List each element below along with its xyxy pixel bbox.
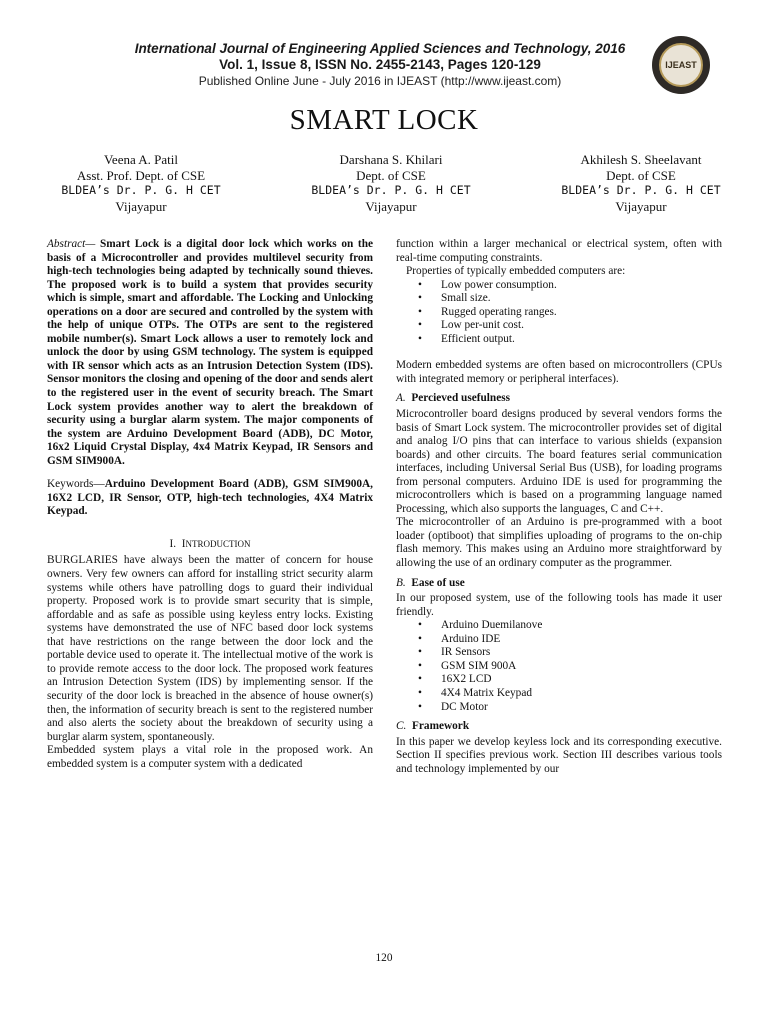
- author-name: Veena A. Patil: [103, 152, 178, 167]
- intro-paragraph-2: Embedded system plays a vital role in the proposed work. An embedded system is a computer system with a dedicated: [47, 744, 373, 770]
- author-name: Akhilesh S. Sheelavant: [580, 152, 702, 167]
- subsection-heading-a: [396, 392, 722, 406]
- keywords-lead: Keywords—: [47, 478, 105, 491]
- author-dept: Asst. Prof. Dept. of CSE: [76, 167, 206, 183]
- journal-publication: Published Online June - July 2016 in IJEAST (http://www.ijeast.com): [198, 74, 562, 88]
- journal-logo: [652, 36, 710, 94]
- subsection-heading-b: [396, 577, 722, 591]
- author-1: [36, 152, 246, 214]
- author-2: [286, 152, 496, 214]
- journal-title: International Journal of Engineering Applied Sciences and Technology, 2016: [134, 41, 626, 56]
- paper-title: SMART LOCK: [289, 104, 479, 136]
- abstract-lead: Abstract—: [47, 238, 96, 250]
- modern-systems-paragraph: Modern embedded systems are often based on microcontrollers (CPUs with integrated memory or peripheral interfaces).: [396, 359, 722, 385]
- author-city: Vijayapur: [115, 198, 167, 214]
- author-dept: Dept. of CSE: [606, 167, 676, 183]
- list-item: • Small size.: [418, 292, 722, 306]
- list-item: • Arduino IDE: [418, 633, 722, 647]
- list-item: • Low per-unit cost.: [418, 319, 722, 333]
- left-column: [47, 238, 373, 771]
- list-item: • Arduino Duemilanove: [418, 619, 722, 633]
- abstract-text: Smart Lock is a digital door lock which works on the basis of a Microcontroller and provides multilevel security from high-tech technologies being adapted by technically sound thieves. The proposed work is to build a system that provides security which is simple, smart and affordable. The Locking and Unlocking operations on a door are secured and controlled by the system with the help of unique OTPs. The OTPs are sent to the registered mobile number(s). Smart Lock allows a user to remotely lock and unlock the door by using GSM technology. The system is equipped with IR sensor which acts as an Intrusion Detection System (IDS). Sensor monitors the closing and opening of the door and sends alert to the registered user in the event of security breach. The Smart Lock system provides another way to alert the breakdown of security using a burglar alarm system. The major components of the system are Arduino Development Board (ADB), DC Motor, 16x2 Liquid Crystal Display, 4x4 Matrix Keypad, IR Sensors and GSM SIM900A.: [47, 238, 373, 467]
- list-item: • GSM SIM 900A: [418, 660, 722, 674]
- list-item: • DC Motor: [418, 701, 722, 715]
- author-dept: Dept. of CSE: [356, 167, 426, 183]
- section-title-initial: I: [181, 537, 186, 550]
- abstract: [47, 238, 373, 468]
- list-item: • Efficient output.: [418, 333, 722, 347]
- page-number: 120: [375, 952, 393, 964]
- section-number: I.: [169, 537, 177, 550]
- author-city: Vijayapur: [615, 198, 667, 214]
- subsection-title: Ease of use: [411, 576, 465, 589]
- subsection-title: Percieved usefulness: [411, 392, 511, 405]
- right-column: [396, 238, 722, 776]
- subsection-title: Framework: [412, 720, 470, 733]
- author-institution: BLDEA’s Dr. P. G. H CET: [561, 183, 721, 197]
- author-block: [36, 152, 746, 214]
- subsection-letter: A.: [396, 392, 406, 405]
- properties-list: [396, 279, 722, 347]
- subsection-letter: B.: [396, 576, 406, 589]
- author-3: [536, 152, 746, 214]
- section-heading-introduction: [47, 538, 373, 552]
- list-item: • Low power consumption.: [418, 279, 722, 293]
- embedded-continuation: function within a larger mechanical or electrical system, often with real-time computing constraints.: [396, 238, 722, 264]
- keywords-text: Arduino Development Board (ADB), GSM SIM900A, 16X2 LCD, IR Sensor, OTP, high-tech technologies, 4X4 Matrix Keypad.: [47, 478, 373, 518]
- subsection-heading-c: [396, 720, 722, 734]
- journal-logo-text: IJEAST: [659, 43, 703, 87]
- journal-volume: Vol. 1, Issue 8, ISSN No. 2455-2143, Pages 120-129: [219, 57, 541, 72]
- section-title-rest: NTRODUCTION: [185, 538, 251, 549]
- list-item: • Rugged operating ranges.: [418, 306, 722, 320]
- framework-paragraph: In this paper we develop keyless lock and its corresponding executive. Section II specifies previous work. Section III describes various tools and technology implemented by our: [396, 735, 722, 775]
- author-city: Vijayapur: [365, 198, 417, 214]
- ease-of-use-paragraph: In our proposed system, use of the following tools has made it user friendly.: [396, 592, 722, 618]
- author-institution: BLDEA’s Dr. P. G. H CET: [311, 183, 471, 197]
- usefulness-paragraph-2: The microcontroller of an Arduino is pre-programmed with a boot loader (optiboot) that simplifies uploading of programs to the on-chip flash memory. This makes using an Arduino more straightforward by allowing the use of an ordinary computer as the programmer.: [396, 516, 722, 570]
- keywords: [47, 478, 373, 519]
- properties-intro: Properties of typically embedded computers are:: [406, 265, 626, 278]
- usefulness-paragraph-1: Microcontroller board designs produced by several vendors forms the basis of Smart Lock system. The microcontroller provides set of digital and analog I/O pins that can interface to various shields (expansion boards) and other circuits. The board features serial communication interfaces, including Universal Serial Bus (USB), for loading programs from personal computers. Arduino IDE is used for programming the microcontrollers which is based on a programming language named Processing, which also supports the languages, C and C++.: [396, 408, 722, 515]
- author-institution: BLDEA’s Dr. P. G. H CET: [61, 183, 221, 197]
- author-name: Darshana S. Khilari: [339, 152, 443, 167]
- subsection-letter: C.: [396, 720, 407, 733]
- list-item: • IR Sensors: [418, 646, 722, 660]
- list-item: • 16X2 LCD: [418, 673, 722, 687]
- journal-header: [100, 41, 660, 89]
- list-item: • 4X4 Matrix Keypad: [418, 687, 722, 701]
- intro-paragraph-1: BURGLARIES have always been the matter of concern for house owners. Very few owners can afford for installing strict security alarm systems while others have patrolling dogs to guard their individual property. Proposed work is to provide smart security that is simple, affordable and as safe as possible using keyless entry locks. Existing systems have demonstrated the use of NFC based door lock systems that have restrictions on the range between the door lock and the portable device used to operate it. The intellectual motive of the work is to provide remote access to the door lock. The proposed work features an Intrusion Detection System (IDS) by implementing sensor. If the security of the door lock is breached in the absence of house owner(s) then, the information of security breach is sent to the registered number and also alerts the society about the breakdown of security using a burglar alarm system, spontaneously.: [47, 554, 373, 743]
- tools-list: [396, 619, 722, 714]
